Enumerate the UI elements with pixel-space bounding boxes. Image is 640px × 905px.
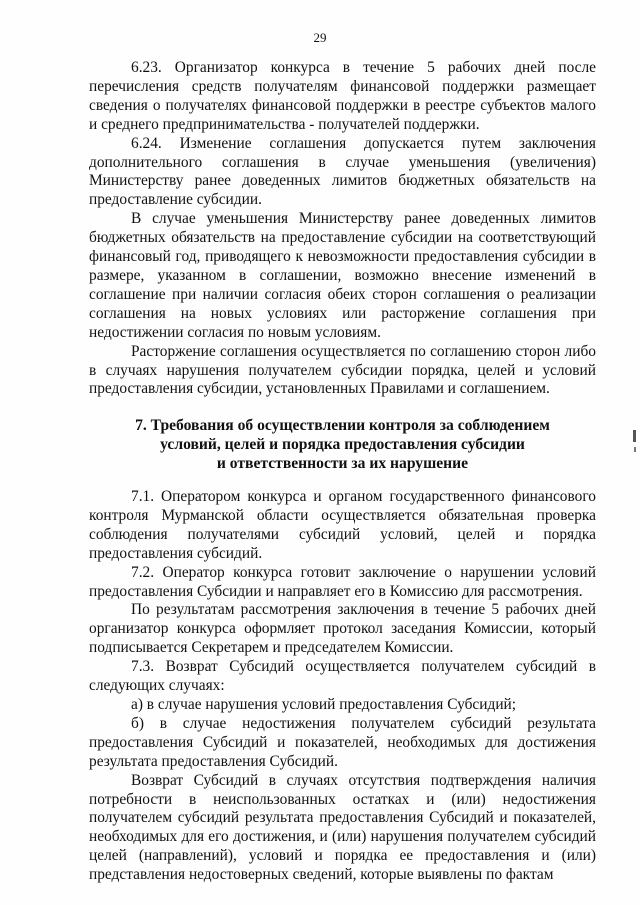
section-7-heading-line-3: и ответственности за их нарушение: [216, 455, 469, 473]
section-7-heading: [89, 417, 596, 474]
paragraph-6-24: 6.24. Изменение соглашения допускается путем заключения дополнительного соглашения в случае уменьшения (увеличения) Министерству ранее доведенных лимитов бюджетных обязательств на предоставление субсидии.: [89, 134, 596, 209]
document-body: [89, 59, 596, 885]
paragraph-commission-protocol: По результатам рассмотрения заключения в течение 5 рабочих дней организатор конкурса оформляет протокол заседания Комиссии, который подписывается Секретарем и председателем Комиссии.: [89, 601, 596, 657]
section-7-heading-line-1: 7. Требования об осуществлении контроля за соблюдением: [135, 417, 550, 435]
section-7-heading-line-2: условий, целей и порядка предоставления субсидии: [160, 436, 525, 454]
list-item-a: а) в случае нарушения условий предоставления Субсидий;: [131, 696, 517, 713]
paragraph-7-1: 7.1. Оператором конкурса и органом государственного финансового контроля Мурманской области осуществляется обязательная проверка соблюдения получателями субсидий условий, целей и порядка предоставления субсидий.: [89, 488, 596, 562]
list-item-b: б) в случае недостижения получателем субсидий результата предоставления Субсидий и показателей, необходимых для достижения результата предоставления Субсидий.: [89, 714, 596, 770]
paragraph-subsidy-return: Возврат Субсидий в случаях отсутствия подтверждения наличия потребности в неиспользованных остатках и (или) недостижения получателем субсидий результата предоставления Субсидий и показателей, необходимых для его достижения, и (или) нарушения получателем субсидий целей (направлений), условий и порядка ее предоставления и (или) представления недостоверных сведений, которые выявлены по фактам: [89, 771, 596, 884]
scan-edge-mark: [633, 430, 636, 442]
paragraph-agreement-termination: Расторжение соглашения осуществляется по соглашению сторон либо в случаях нарушения получателем субсидии порядка, целей и условий предоставления субсидии, установленных Правилами и соглашением.: [89, 342, 596, 398]
paragraph-7-2: 7.2. Оператор конкурса готовит заключение о нарушении условий предоставления Субсидии и направляет его в Комиссию для рассмотрения.: [89, 563, 596, 600]
scan-edge-mark-small: [634, 447, 636, 452]
page-number: 29: [313, 30, 327, 45]
paragraph-6-23: 6.23. Организатор конкурса в течение 5 рабочих дней после перечисления средств получателям финансовой поддержки размещает сведения о получателях финансовой поддержки в реестре субъектов малого и среднего предпринимательства - получателей поддержки.: [89, 59, 596, 133]
paragraph-7-3: 7.3. Возврат Субсидий осуществляется получателем субсидий в следующих случаях:: [89, 658, 596, 695]
paragraph-limits-reduction: В случае уменьшения Министерству ранее доведенных лимитов бюджетных обязательств на предоставление субсидии на соответствующий финансовый год, приводящего к невозможности предоставления субсидии в размере, указанном в соглашении, возможно внесение изменений в соглашение при наличии согласия обеих сторон соглашения о реализации соглашения на новых условиях или расторжение соглашения при недостижении согласия по новым условиям.: [89, 210, 596, 341]
